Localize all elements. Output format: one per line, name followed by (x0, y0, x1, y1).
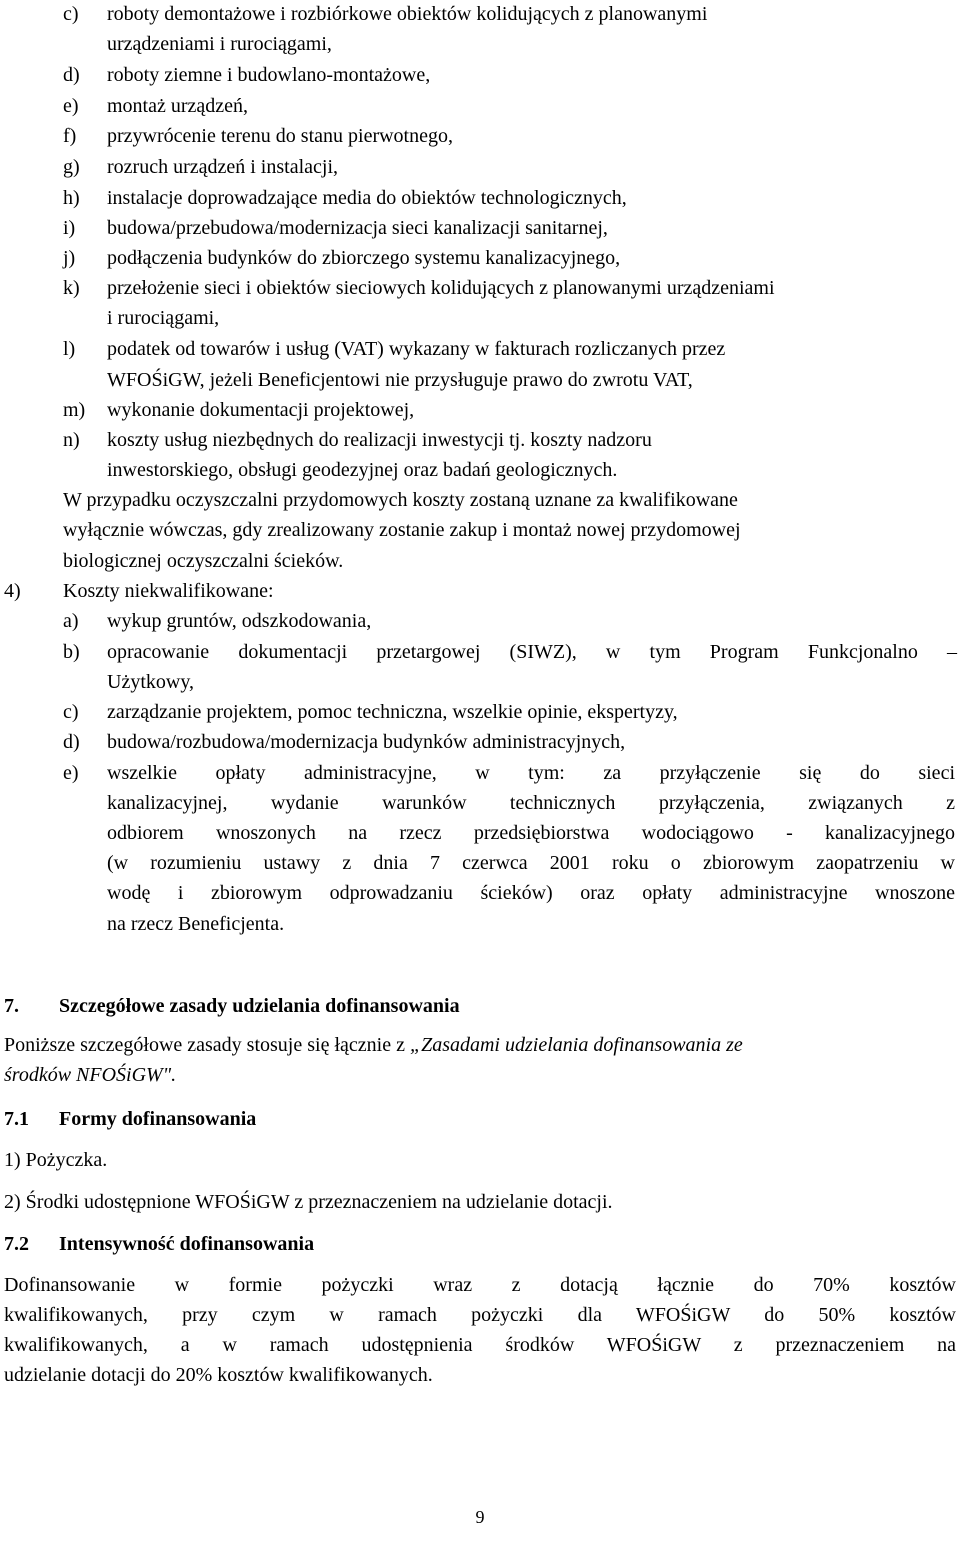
section-title: Szczegółowe zasady udzielania dofinansowania (59, 995, 460, 1017)
intro-paragraph (4, 1033, 743, 1057)
list-item-label: j) (63, 247, 76, 269)
list-item-text: kanalizacyjnej, wydanie warunków technicznych przyłączenia, związanych z (107, 792, 955, 814)
list-item-label: l) (63, 338, 76, 360)
paragraph-line: kwalifikowanych, a w ramach udostępnienia środków WFOŚiGW z przeznaczeniem na (4, 1334, 956, 1356)
paragraph-line: udzielanie dotacji do 20% kosztów kwalifikowanych. (4, 1364, 433, 1386)
paragraph-line: wyłącznie wówczas, gdy zrealizowany zostanie zakup i montaż nowej przydomowej (63, 519, 741, 541)
paragraph-line: biologicznej oczyszczalni ścieków. (63, 550, 344, 572)
list-item-text: WFOŚiGW, jeżeli Beneficjentowi nie przysługuje prawo do zwrotu VAT, (107, 369, 693, 391)
section-number: 7.1 (4, 1108, 29, 1130)
list-item-label: d) (63, 64, 80, 86)
list-item-text: przywrócenie terenu do stanu pierwotnego, (107, 125, 453, 147)
list-item-label: a) (63, 610, 79, 632)
list-item-text: i rurociągami, (107, 307, 220, 329)
list-item-text: budowa/przebudowa/modernizacja sieci kanalizacji sanitarnej, (107, 217, 608, 239)
list-item-text: (w rozumieniu ustawy z dnia 7 czerwca 2001 roku o zbiorowym zaopatrzeniu w (107, 852, 955, 874)
list-item: 2) Środki udostępnione WFOŚiGW z przeznaczeniem na udzielanie dotacji. (4, 1191, 613, 1213)
list-item-text: montaż urządzeń, (107, 95, 249, 117)
list-item-label: d) (63, 731, 80, 753)
list-item-text: na rzecz Beneficjenta. (107, 913, 285, 935)
list-item-text: budowa/rozbudowa/modernizacja budynków administracyjnych, (107, 731, 626, 753)
list-item-text: opracowanie dokumentacji przetargowej (SIWZ), w tym Program Funkcjonalno – (107, 641, 957, 663)
list-item-label: k) (63, 277, 80, 299)
list-item-label: b) (63, 641, 80, 663)
list-item-label: e) (63, 762, 79, 784)
list-item-text: wykonanie dokumentacji projektowej, (107, 399, 415, 421)
section-title: Formy dofinansowania (59, 1108, 257, 1130)
list-item-text: wodę i zbiorowym odprowadzaniu ścieków) oraz opłaty administracyjne wnoszone (107, 882, 955, 904)
section-title: Intensywność dofinansowania (59, 1233, 315, 1255)
list-item-text: podatek od towarów i usług (VAT) wykazany w fakturach rozliczanych przez (107, 338, 726, 360)
list-item-label: f) (63, 125, 77, 147)
list-item-text: rozruch urządzeń i instalacji, (107, 156, 338, 178)
list-item-text: roboty demontażowe i rozbiórkowe obiektów kolidujących z planowanymi (107, 3, 708, 25)
section-number: 4) (4, 580, 21, 602)
list-item-text: instalacje doprowadzające media do obiektów technologicznych, (107, 187, 627, 209)
list-item-text: Użytkowy, (107, 671, 195, 693)
list-item-label: n) (63, 429, 80, 451)
list-item-label: c) (63, 3, 79, 25)
list-item-text: roboty ziemne i budowlano-montażowe, (107, 64, 431, 86)
list-item-text: wszelkie opłaty administracyjne, w tym: za przyłączenie się do sieci (107, 762, 955, 784)
list-item-label: m) (63, 399, 86, 421)
page-number: 9 (475, 1507, 485, 1527)
section-number: 7. (4, 995, 19, 1017)
list-item-text: inwestorskiego, obsługi geodezyjnej oraz badań geologicznych. (107, 459, 618, 481)
intro-italic-text: „Zasadami udzielania dofinansowania ze (409, 1034, 743, 1056)
list-item-text: odbiorem wnoszonych na rzecz przedsiębiorstwa wodociągowo - kanalizacyjnego (107, 822, 955, 844)
list-item-text: przełożenie sieci i obiektów sieciowych kolidujących z planowanymi urządzeniami (107, 277, 775, 299)
list-item-label: e) (63, 95, 79, 117)
list-item-label: c) (63, 701, 79, 723)
list-item-label: h) (63, 187, 80, 209)
list-item-label: g) (63, 156, 80, 178)
intro-italic-text: środków NFOŚiGW". (4, 1064, 177, 1086)
list-item-text: wykup gruntów, odszkodowania, (107, 610, 372, 632)
list-item-text: podłączenia budynków do zbiorczego systemu kanalizacyjnego, (107, 247, 621, 269)
paragraph-line: Dofinansowanie w formie pożyczki wraz z dotacją łącznie do 70% kosztów (4, 1274, 956, 1296)
paragraph-line: kwalifikowanych, przy czym w ramach pożyczki dla WFOŚiGW do 50% kosztów (4, 1304, 956, 1326)
list-item: 1) Pożyczka. (4, 1149, 108, 1171)
paragraph-line: W przypadku oczyszczalni przydomowych koszty zostaną uznane za kwalifikowane (63, 489, 738, 511)
list-item-text: urządzeniami i rurociągami, (107, 33, 332, 55)
list-item-text: zarządzanie projektem, pomoc techniczna, wszelkie opinie, ekspertyzy, (107, 701, 678, 723)
list-item-text: koszty usług niezbędnych do realizacji inwestycji tj. koszty nadzoru (107, 429, 652, 451)
section-title: Koszty niekwalifikowane: (63, 580, 274, 602)
list-item-label: i) (63, 217, 76, 239)
intro-text: Poniższe szczegółowe zasady stosuje się łącznie z (4, 1034, 410, 1056)
section-number: 7.2 (4, 1233, 29, 1255)
